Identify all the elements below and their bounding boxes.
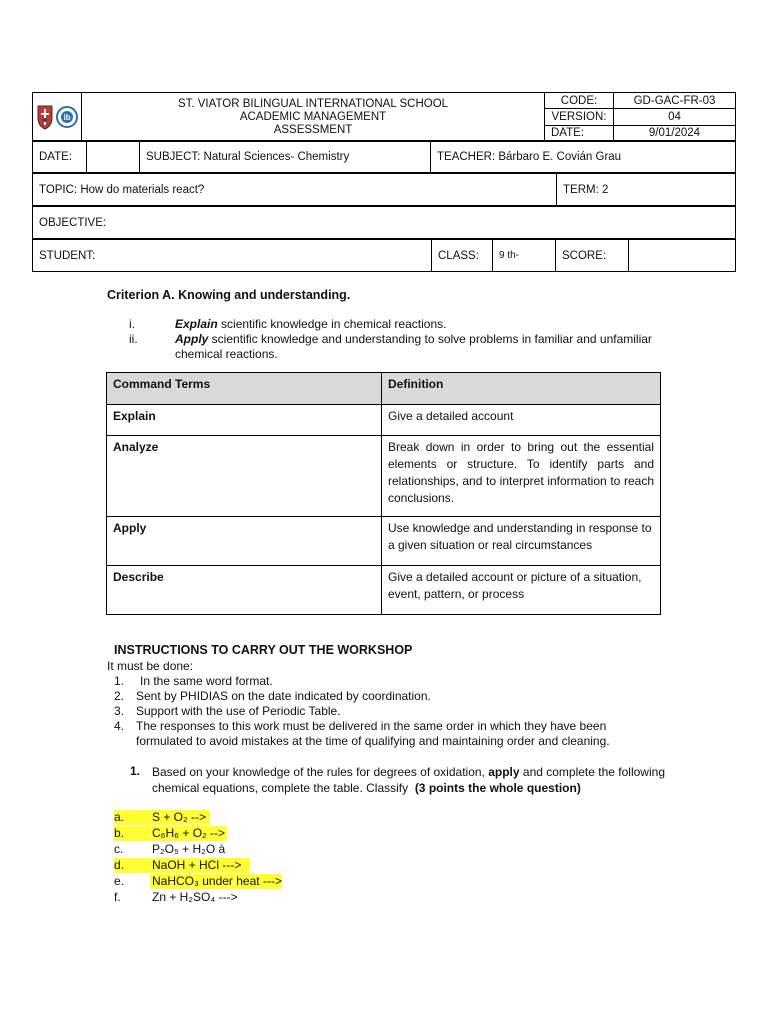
department-name: ACADEMIC MANAGEMENT [239,110,387,123]
criterion-item-text: scientific knowledge and understanding to solve problems in familiar and unfamiliar chemical reactions. [175,332,652,361]
criterion-item-term: Apply [175,332,209,346]
instruction-text: The responses to this work must be delivered in the same order in which they have been formulated to avoid mistakes at the time of qualifying and maintaining order and cleaning. [136,719,610,748]
equation-text: C₆H₆ + O₂ --> [152,826,226,840]
term-cell: TERM: 2 [557,174,736,206]
ib-logo-icon [56,106,78,128]
equation-row [114,826,227,841]
code-value: GD-GAC-FR-03 [614,93,736,109]
question-text [152,764,672,796]
document-type: ASSESSMENT [273,123,353,136]
instruction-text: Support with the use of Periodic Table. [136,704,341,718]
term-name: Apply [107,517,382,566]
date-label: DATE: [33,141,87,173]
question-text-bold: apply [488,765,520,779]
equation-row [114,874,290,889]
equation-text: NaHCO₃ under heat ---> [152,874,282,888]
instruction-num: 4. [114,719,125,733]
logo-cell [33,93,82,142]
teacher-cell: TEACHER: Bárbaro E. Covián Grau [431,141,736,173]
criterion-title: Criterion A. Knowing and understanding. [107,288,351,302]
criterion-item-term: Explain [175,317,218,331]
instruction-num: 3. [114,704,125,718]
question-number: 1. [130,764,141,778]
instructions-intro: It must be done: [107,659,194,673]
equation-text: NaOH + HCl ---> [152,858,242,872]
info-row-objective [32,206,736,239]
equation-text: P₂O₅ + H₂O à [152,842,226,856]
score-field[interactable] [629,240,736,272]
criterion-item-text: scientific knowledge in chemical reactions. [217,317,447,331]
school-name: ST. VIATOR BILINGUAL INTERNATIONAL SCHOOL [177,97,449,110]
instruction-num: 2. [114,689,125,703]
school-title-cell [82,93,545,142]
version-label: VERSION: [545,109,614,125]
student-label: STUDENT: [33,240,432,272]
instructions-title: INSTRUCTIONS TO CARRY OUT THE WORKSHOP [114,643,413,657]
subject-cell: SUBJECT: Natural Sciences- Chemistry [140,141,431,173]
equation-text: Zn + H₂SO₄ ---> [152,890,238,904]
equation-label: e. [114,874,125,888]
question-points: (3 points the whole question) [414,781,581,795]
term-definition: Give a detailed account or picture of a situation, event, pattern, or process [382,566,661,615]
class-value: 9 th- [493,240,556,272]
instruction-text: Sent by PHIDIAS on the date indicated by coordination. [136,689,431,703]
equation-row [114,890,254,905]
score-label: SCORE: [556,240,629,272]
class-label: CLASS: [432,240,493,272]
version-value: 04 [614,109,736,125]
criterion-item [175,317,655,332]
equation-label: a. [114,810,125,824]
equation-label: f. [114,890,121,904]
school-crest-icon [36,104,54,130]
command-terms-table [106,372,661,615]
instruction-num: 1. [114,674,125,688]
question-text-a: Based on your knowledge of the rules for degrees of oxidation, [152,765,489,779]
svg-text:ib: ib [63,113,71,122]
equation-text: S + O₂ --> [152,810,207,824]
equation-label: d. [114,858,125,872]
equation-row [114,858,250,873]
term-definition: Give a detailed account [382,405,661,436]
header-table [32,92,736,142]
info-row-student [32,239,736,272]
instruction-text: In the same word format. [140,674,273,688]
equation-row [114,810,210,825]
term-name: Explain [107,405,382,436]
term-definition: Break down in order to bring out the essential elements or structure. To identify parts and relationships, and to interpret information to reach conclusions. [382,436,661,517]
term-name: Analyze [107,436,382,517]
criterion-item [175,332,655,362]
criterion-item-num: i. [129,317,135,331]
terms-header-command: Command Terms [107,373,382,405]
equation-row [114,842,234,857]
equation-label: c. [114,842,124,856]
criterion-item-num: ii. [129,332,138,346]
terms-header-definition: Definition [382,373,661,405]
date-field[interactable] [87,141,140,173]
info-row-topic [32,173,736,206]
code-label: CODE: [545,93,614,109]
doc-date-label: DATE: [545,125,614,141]
equation-label: b. [114,826,125,840]
term-name: Describe [107,566,382,615]
question-text-b: and complete the following chemical equations, complete the table. Classify [152,765,665,795]
info-row-date [32,140,736,173]
doc-date-value: 9/01/2024 [614,125,736,141]
topic-cell: TOPIC: How do materials react? [33,174,557,206]
term-definition: Use knowledge and understanding in response to a given situation or real circumstances [382,517,661,566]
objective-cell: OBJECTIVE: [33,207,736,239]
